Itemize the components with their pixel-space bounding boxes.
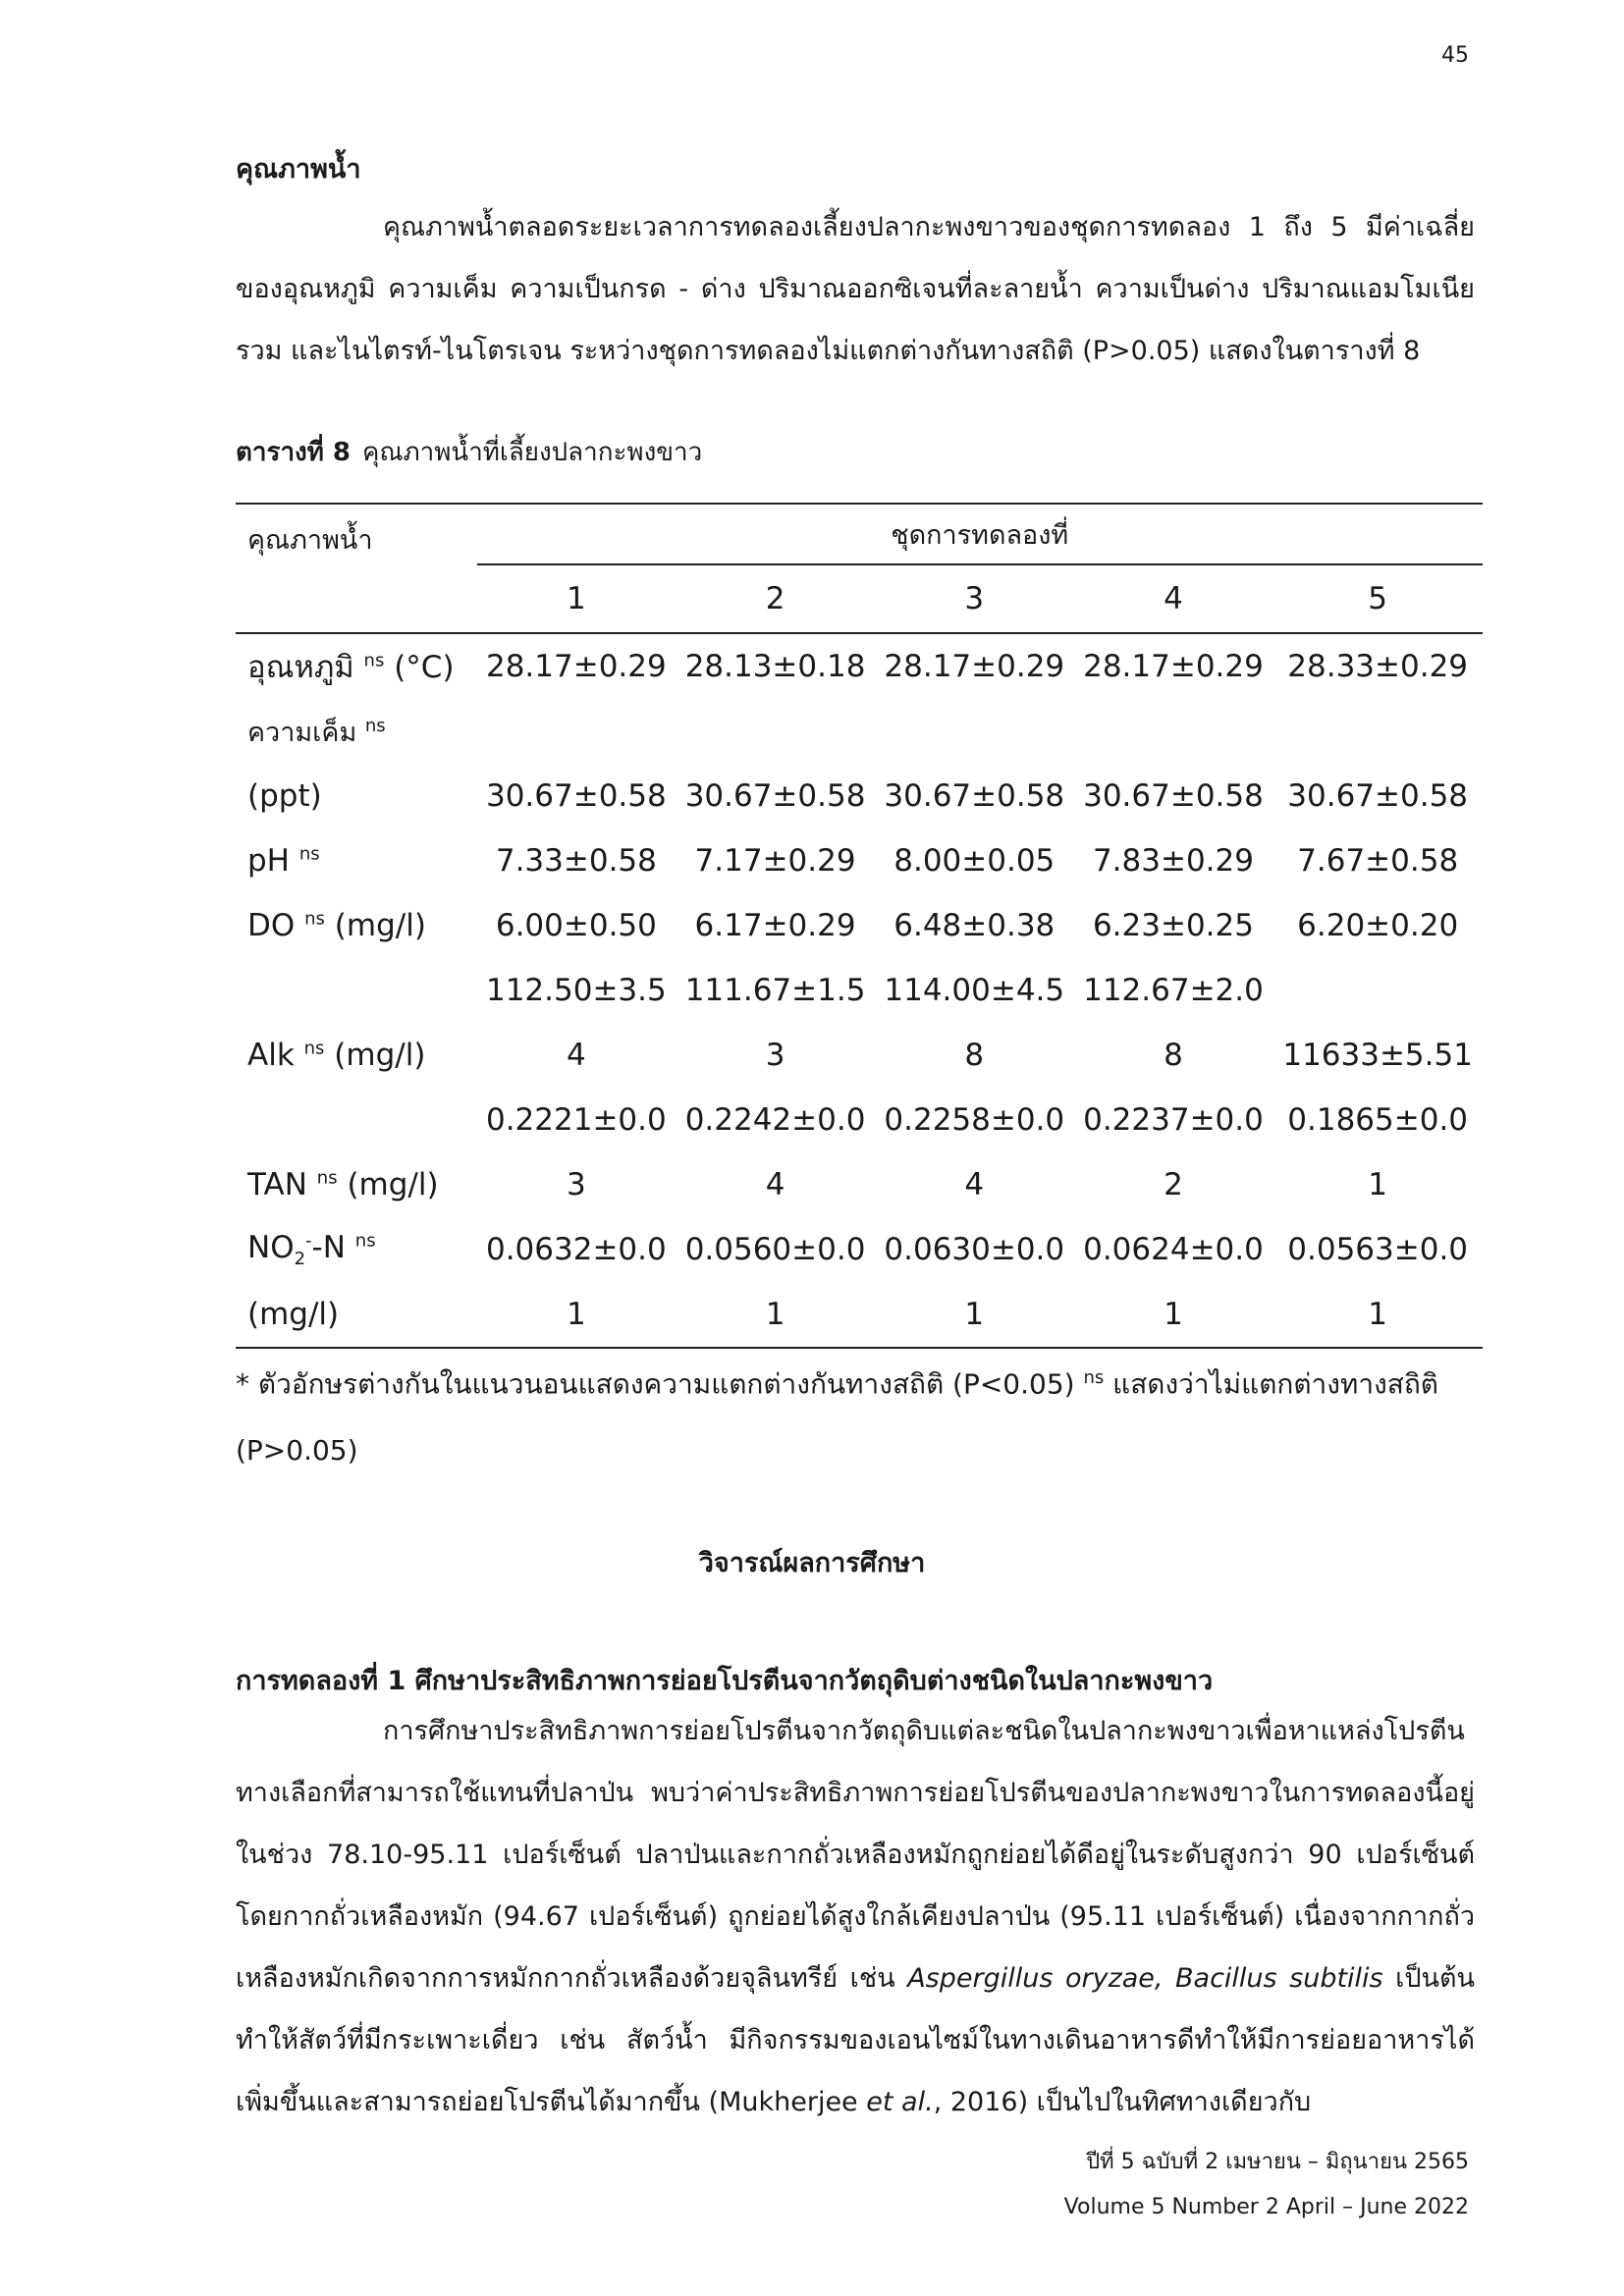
table-caption-text: คุณภาพน้ำที่เลี้ยงปลากะพงขาว (362, 438, 703, 467)
header-water-quality: คุณภาพน้ำ (247, 525, 373, 556)
table-cell: 7.83±0.29 (1092, 843, 1254, 879)
table-cell: 0.0630±0.0 (884, 1232, 1065, 1267)
table-cell: 30.67±0.58 (1083, 778, 1264, 814)
table-cell: 30.67±0.58 (1287, 778, 1469, 814)
page-number: 45 (1441, 43, 1469, 68)
header-col-5: 5 (1368, 581, 1388, 616)
table-cell: 7.67±0.58 (1297, 843, 1459, 879)
table-cell: 28.13±0.18 (684, 649, 866, 684)
discussion-section-title: วิจารณ์ผลการศึกษา (698, 1548, 926, 1578)
table-cell (1074, 699, 1273, 764)
water-quality-paragraph (236, 196, 1475, 382)
row-label: pH $^{ns}$ (247, 843, 320, 879)
table-row (236, 1152, 1483, 1217)
row-label: (ppt) (247, 778, 322, 814)
table-cell: 8.00±0.05 (893, 843, 1056, 879)
table-cell: 28.17±0.29 (884, 649, 1065, 684)
table-caption-label: ตารางที่ 8 (236, 438, 352, 467)
table-cell: 30.67±0.58 (684, 778, 866, 814)
row-label: DO $^{ns}$ (mg/l) (247, 908, 426, 943)
table-row (236, 828, 1483, 893)
table-row (236, 1023, 1483, 1088)
water-quality-heading: คุณภาพน้ำ (236, 154, 361, 185)
table-row (236, 699, 1483, 764)
table-cell: 2 (1164, 1167, 1183, 1202)
water-quality-table (236, 503, 1483, 1349)
row-label: ความเค็ม $^{ns}$ (247, 715, 386, 748)
table-cell: 6.20±0.20 (1297, 908, 1459, 943)
footer-issue-thai: ปีที่ 5 ฉบับที่ 2 เมษายน – มิถุนายน 2565 (1086, 2150, 1469, 2174)
row-label: อุณหภูมิ $^{ns}$ (°C) (247, 650, 455, 685)
table-cell: 0.2242±0.0 (684, 1102, 866, 1138)
footer-issue-english: Volume 5 Number 2 April – June 2022 (1063, 2195, 1469, 2219)
table-cell (477, 699, 677, 764)
discussion-paragraph: การศึกษาประสิทธิภาพการย่อยโปรตีนจากวัตถุดิบแต่ละชนิดในปลากะพงขาวเพื่อหาแหล่งโปรตีนทางเลือกที่สามารถใช้แทนที่ปลาป่น พบว่าค่าประสิทธิภาพการย่อยโปรตีนของปลากะพงขาวในการทดลองนี้อยู่ในช่วง 78.10-95.11 เปอร์เซ็นต์ ปลาป่นและกากถั่วเหลืองหมักถูกย่อยได้ดีอยู่ในระดับสูงกว่า 90 เปอร์เซ็นต์ โดยกากถั่วเหลืองหมัก (94.67 เปอร์เซ็นต์) ถูกย่อยได้สูงใกล้เคียงปลาป่น (95.11 เปอร์เซ็นต์) เนื่องจากกากถั่วเหลืองหมักเกิดจากการหมักกากถั่วเหลืองด้วยจุลินทรีย์ เช่น Aspergillus oryzae, Bacillus subtilis เป็นต้น ทำให้สัตว์ที่มีกระเพาะเดี่ยว เช่น สัตว์น้ำ มีกิจกรรมของเอนไซม์ในทางเดินอาหารดีทำให้มีการย่อยอาหารได้เพิ่มขึ้นและสามารถย่อยโปรตีนได้มากขึ้น (Mukherjee et al., 2016) เป็นไปในทิศทางเดียวกับ (236, 1716, 1475, 2117)
table-cell: 112.50±3.5 (485, 973, 667, 1008)
row-label: TAN $^{ns}$ (mg/l) (247, 1167, 439, 1202)
table-cell: 4 (964, 1167, 985, 1202)
experiment-1-heading: การทดลองที่ 1 ศึกษาประสิทธิภาพการย่อยโปรตีนจากวัตถุดิบต่างชนิดในปลากะพงขาว (236, 1666, 1214, 1696)
table-cell: 0.1865±0.0 (1287, 1102, 1469, 1138)
table-cell (1272, 699, 1483, 764)
table-footnote: * ตัวอักษรต่างกันในแนวนอนแสดงความแตกต่างกันทางสถิติ (P<0.05) $^{ns}$ แสดงว่าไม่แตกต่างทางสถิติ (P>0.05) (236, 1367, 1438, 1468)
table-cell: 0.0632±0.0 (485, 1232, 667, 1267)
table-cell: 0.0624±0.0 (1083, 1232, 1264, 1267)
table-cell: 4 (765, 1167, 785, 1202)
table-cell: 111.67±1.5 (684, 973, 866, 1008)
table-cell: 7.33±0.58 (495, 843, 657, 879)
table-cell: 28.17±0.29 (485, 649, 667, 684)
et-al: et al. (866, 2087, 934, 2117)
table-cell: 0.2237±0.0 (1083, 1102, 1264, 1138)
header-col-4: 4 (1164, 581, 1183, 616)
table-row (236, 633, 1483, 699)
table-cell: 7.17±0.29 (694, 843, 856, 879)
table-cell: 3 (567, 1167, 586, 1202)
table-cell: 1 (1272, 1282, 1483, 1348)
table-cell: 4 (567, 1038, 586, 1073)
table-cell: 114.00±4.5 (884, 973, 1065, 1008)
water-quality-text: คุณภาพน้ำตลอดระยะเวลาการทดลองเลี้ยงปลากะพงขาวของชุดการทดลอง 1 ถึง 5 มีค่าเฉลี่ยของอุณหภูมิ ความเค็ม ความเป็นกรด - ด่าง ปริมาณออกซิเจนที่ละลายน้ำ ความเป็นด่าง ปริมาณแอมโมเนียรวม และไนไตรท์-ไนโตรเจน ระหว่างชุดการทดลองไม่แตกต่างกันทางสถิติ (P>0.05) แสดงในตารางที่ 8 (236, 212, 1475, 366)
table-cell: 1 (676, 1282, 875, 1348)
table-cell: 0.2221±0.0 (485, 1102, 667, 1138)
table-cell: 8 (1164, 1038, 1183, 1073)
row-label: Alk $^{ns}$ (mg/l) (247, 1038, 426, 1073)
species-names: Aspergillus oryzae, Bacillus subtilis (907, 1963, 1383, 1994)
table-row (236, 1217, 1483, 1282)
table-cell: 6.17±0.29 (694, 908, 856, 943)
table-row (236, 958, 1483, 1023)
table-cell: 0.2258±0.0 (884, 1102, 1065, 1138)
table-cell: 30.67±0.58 (884, 778, 1065, 814)
row-label (236, 1088, 477, 1152)
table-cell: 0.0563±0.0 (1287, 1232, 1469, 1267)
table-cell: 6.23±0.25 (1092, 908, 1254, 943)
table-cell (676, 699, 875, 764)
table-cell: 112.67±2.0 (1083, 973, 1264, 1008)
table-cell: 1 (477, 1282, 677, 1348)
table-row (236, 1088, 1483, 1152)
table-row (236, 764, 1483, 828)
table-cell: 28.17±0.29 (1083, 649, 1264, 684)
table-cell: 1 (1368, 1167, 1388, 1202)
row-label (236, 958, 477, 1023)
table-cell: 8 (964, 1038, 985, 1073)
table-cell (875, 699, 1074, 764)
table-cell: 3 (765, 1038, 785, 1073)
row-label: (mg/l) (236, 1282, 477, 1348)
table-cell: 1 (1074, 1282, 1273, 1348)
table-cell: 6.48±0.38 (893, 908, 1056, 943)
table-caption (236, 432, 702, 472)
header-col-2: 2 (765, 581, 785, 616)
table-cell: 30.67±0.58 (485, 778, 667, 814)
header-col-3: 3 (964, 581, 985, 616)
table-cell: 0.0560±0.0 (684, 1232, 866, 1267)
table-cell (1272, 958, 1483, 1023)
table-row (236, 1282, 1483, 1348)
table-cell: 6.00±0.50 (495, 908, 657, 943)
table-cell: 1 (875, 1282, 1074, 1348)
header-col-1: 1 (567, 581, 586, 616)
table-cell: 28.33±0.29 (1287, 649, 1469, 684)
row-label: $NO_2^--N$ $^{ns}$ (247, 1229, 376, 1270)
header-treatment-group: ชุดการทดลองที่ (477, 504, 1483, 564)
table-cell: 11633±5.51 (1282, 1038, 1473, 1073)
table-row (236, 893, 1483, 958)
